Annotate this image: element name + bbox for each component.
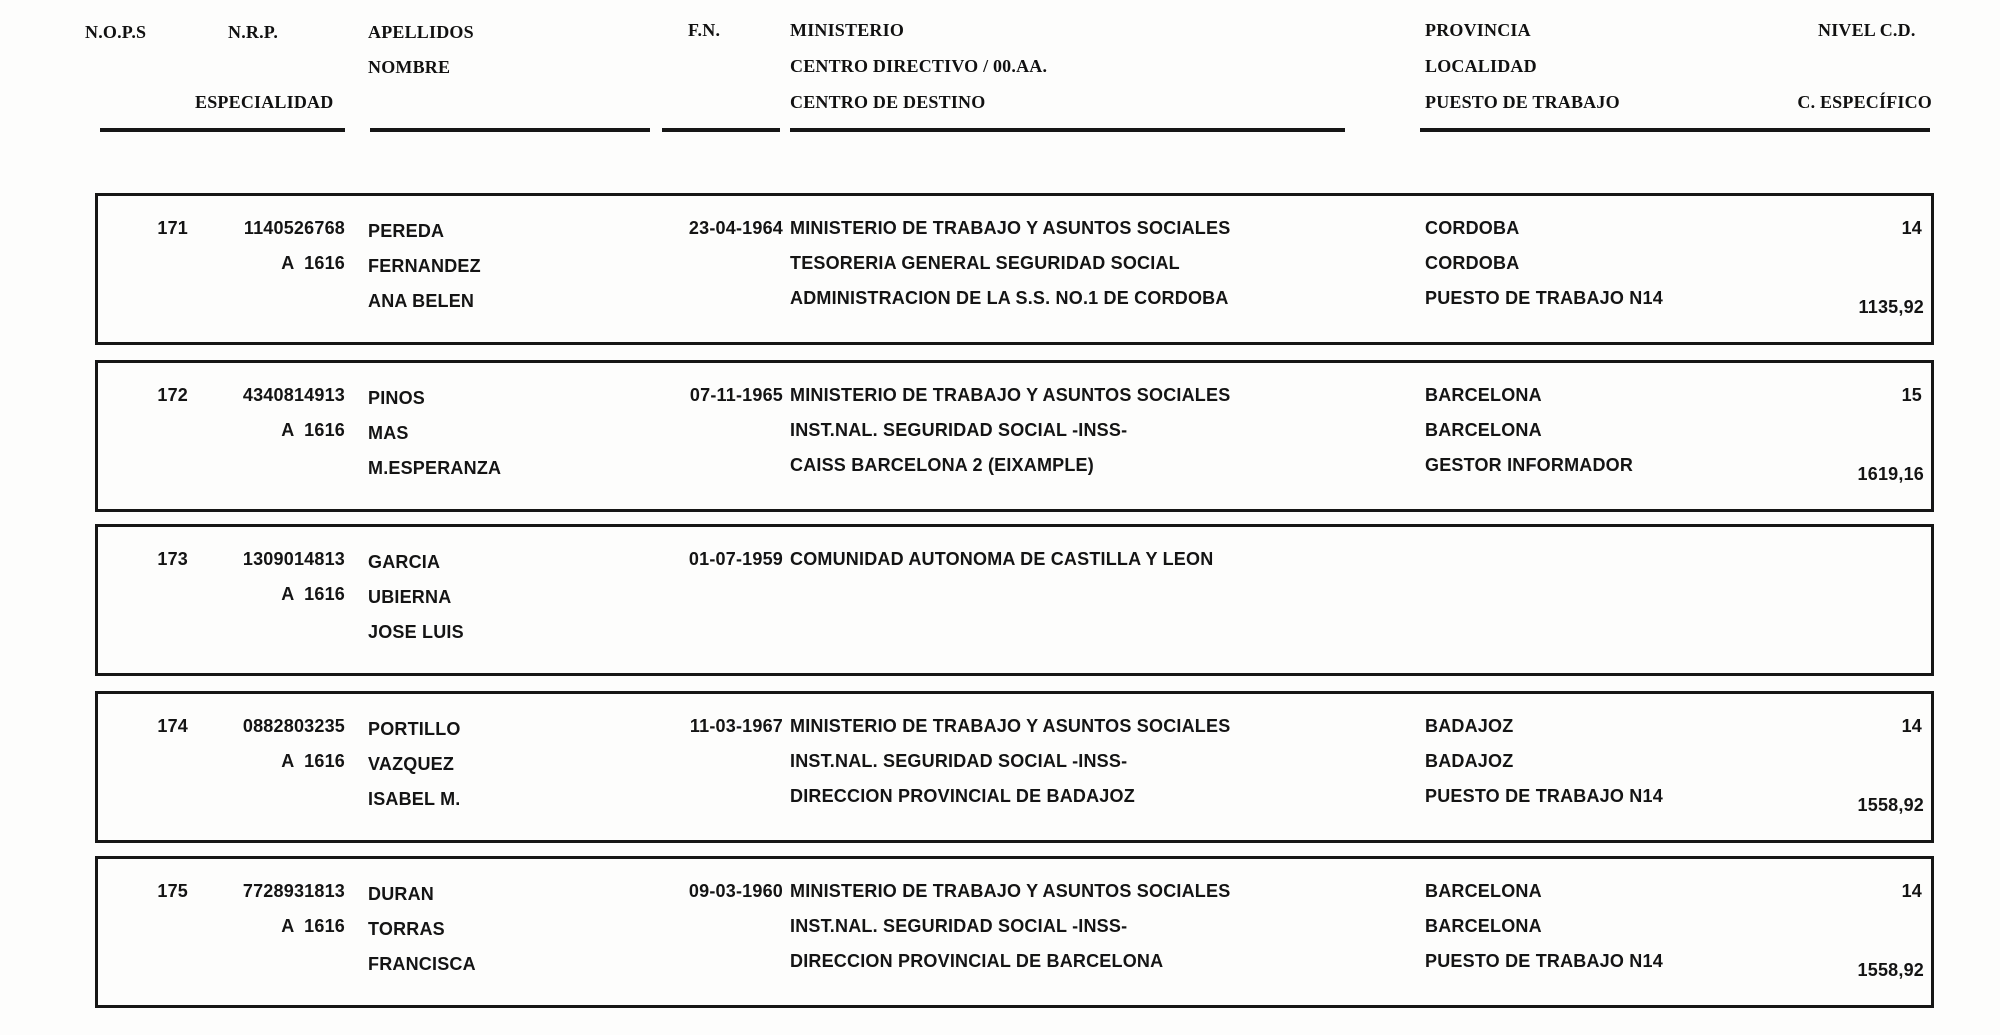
- cell-localidad: BARCELONA: [1425, 916, 1542, 936]
- cell-apellido1: GARCIA: [368, 552, 441, 572]
- cell-apellido2: UBIERNA: [368, 587, 452, 607]
- header-centro-destino: CENTRO DE DESTINO: [790, 92, 986, 112]
- cell-especialidad: A 1616: [281, 916, 345, 936]
- cell-provincia: CORDOBA: [1425, 218, 1520, 238]
- cell-centro-directivo: INST.NAL. SEGURIDAD SOCIAL -INSS-: [790, 751, 1128, 771]
- cell-fn: 07-11-1965: [689, 385, 783, 405]
- cell-centro-destino: DIRECCION PROVINCIAL DE BARCELONA: [790, 951, 1164, 971]
- cell-apellido2: VAZQUEZ: [368, 754, 455, 774]
- cell-puesto: PUESTO DE TRABAJO N14: [1425, 288, 1663, 308]
- cell-provincia: BARCELONA: [1425, 881, 1542, 901]
- cell-especifico: 1619,16: [1857, 464, 1924, 484]
- cell-especialidad: A 1616: [281, 751, 345, 771]
- header-localidad: LOCALIDAD: [1425, 56, 1537, 76]
- cell-fn: 09-03-1960: [688, 881, 783, 901]
- cell-puesto: PUESTO DE TRABAJO N14: [1425, 951, 1663, 971]
- cell-nivel: 14: [1901, 716, 1922, 736]
- cell-especialidad: A 1616: [281, 420, 345, 440]
- cell-apellido1: PINOS: [368, 388, 426, 408]
- cell-nops: 175: [157, 881, 188, 901]
- cell-ministerio: MINISTERIO DE TRABAJO Y ASUNTOS SOCIALES: [790, 385, 1231, 405]
- header-ministerio: MINISTERIO: [790, 20, 905, 40]
- header-underline: [1420, 128, 1930, 132]
- cell-nops: 172: [157, 385, 188, 405]
- header-nivel: NIVEL C.D.: [1818, 20, 1916, 40]
- cell-nrp: 0882803235: [242, 716, 345, 736]
- cell-especifico: 1558,92: [1857, 960, 1924, 980]
- cell-fn: 01-07-1959: [688, 549, 783, 569]
- cell-apellido2: TORRAS: [368, 919, 445, 939]
- header-puesto: PUESTO DE TRABAJO: [1425, 92, 1620, 112]
- cell-nombre: ISABEL M.: [368, 789, 461, 809]
- cell-ministerio: MINISTERIO DE TRABAJO Y ASUNTOS SOCIALES: [790, 218, 1231, 238]
- cell-nops: 171: [157, 218, 188, 238]
- header-fn: F.N.: [688, 20, 721, 40]
- cell-centro-directivo: TESORERIA GENERAL SEGURIDAD SOCIAL: [790, 253, 1180, 273]
- header-nrp: N.R.P.: [228, 22, 279, 42]
- cell-centro-destino: ADMINISTRACION DE LA S.S. NO.1 DE CORDOBA: [790, 288, 1229, 308]
- header-especifico: C. ESPECÍFICO: [1797, 92, 1932, 112]
- table-row: [95, 524, 1934, 676]
- cell-nrp: 7728931813: [242, 881, 345, 901]
- cell-puesto: GESTOR INFORMADOR: [1425, 455, 1634, 475]
- header-nops: N.O.P.S: [85, 22, 147, 42]
- cell-nombre: JOSE LUIS: [368, 622, 464, 642]
- header-nombre: NOMBRE: [368, 57, 451, 77]
- cell-fn: 11-03-1967: [689, 716, 783, 736]
- table-row: [95, 856, 1934, 1008]
- header-provincia: PROVINCIA: [1425, 20, 1531, 40]
- cell-localidad: BADAJOZ: [1425, 751, 1514, 771]
- cell-nombre: ANA BELEN: [368, 291, 475, 311]
- cell-especialidad: A 1616: [281, 584, 345, 604]
- table-row: [95, 360, 1934, 512]
- cell-apellido1: DURAN: [368, 884, 434, 904]
- cell-ministerio: MINISTERIO DE TRABAJO Y ASUNTOS SOCIALES: [790, 881, 1231, 901]
- cell-nops: 174: [157, 716, 188, 736]
- cell-ministerio: MINISTERIO DE TRABAJO Y ASUNTOS SOCIALES: [790, 716, 1231, 736]
- cell-nivel: 15: [1901, 385, 1922, 405]
- header-centro-directivo: CENTRO DIRECTIVO / 00.AA.: [790, 56, 1048, 76]
- table-row: [95, 193, 1934, 345]
- cell-centro-destino: DIRECCION PROVINCIAL DE BADAJOZ: [790, 786, 1135, 806]
- cell-puesto: PUESTO DE TRABAJO N14: [1425, 786, 1663, 806]
- cell-centro-directivo: INST.NAL. SEGURIDAD SOCIAL -INSS-: [790, 916, 1128, 936]
- cell-nombre: FRANCISCA: [368, 954, 476, 974]
- header-underline: [370, 128, 650, 132]
- cell-nivel: 14: [1901, 881, 1922, 901]
- table-row: [95, 691, 1934, 843]
- cell-apellido1: PEREDA: [368, 221, 445, 241]
- cell-localidad: CORDOBA: [1425, 253, 1520, 273]
- cell-centro-destino: CAISS BARCELONA 2 (EIXAMPLE): [790, 455, 1094, 475]
- cell-apellido2: FERNANDEZ: [368, 256, 481, 276]
- cell-fn: 23-04-1964: [688, 218, 783, 238]
- cell-provincia: BARCELONA: [1425, 385, 1542, 405]
- cell-provincia: BADAJOZ: [1425, 716, 1514, 736]
- cell-nrp: 4340814913: [242, 385, 345, 405]
- header-underline: [100, 128, 345, 132]
- cell-centro-directivo: INST.NAL. SEGURIDAD SOCIAL -INSS-: [790, 420, 1128, 440]
- header-underline: [662, 128, 780, 132]
- cell-nivel: 14: [1901, 218, 1922, 238]
- cell-especifico: 1558,92: [1857, 795, 1924, 815]
- cell-nops: 173: [157, 549, 188, 569]
- cell-localidad: BARCELONA: [1425, 420, 1542, 440]
- cell-especialidad: A 1616: [281, 253, 345, 273]
- cell-nrp: 1140526768: [243, 218, 345, 238]
- cell-nombre: M.ESPERANZA: [368, 458, 502, 478]
- header-especialidad: ESPECIALIDAD: [195, 92, 334, 112]
- cell-apellido1: PORTILLO: [368, 719, 461, 739]
- header-underline: [790, 128, 1345, 132]
- header-apellidos: APELLIDOS: [368, 22, 474, 42]
- cell-apellido2: MAS: [368, 423, 409, 443]
- cell-ministerio: COMUNIDAD AUTONOMA DE CASTILLA Y LEON: [790, 549, 1214, 569]
- cell-nrp: 1309014813: [242, 549, 345, 569]
- cell-especifico: 1135,92: [1858, 297, 1924, 317]
